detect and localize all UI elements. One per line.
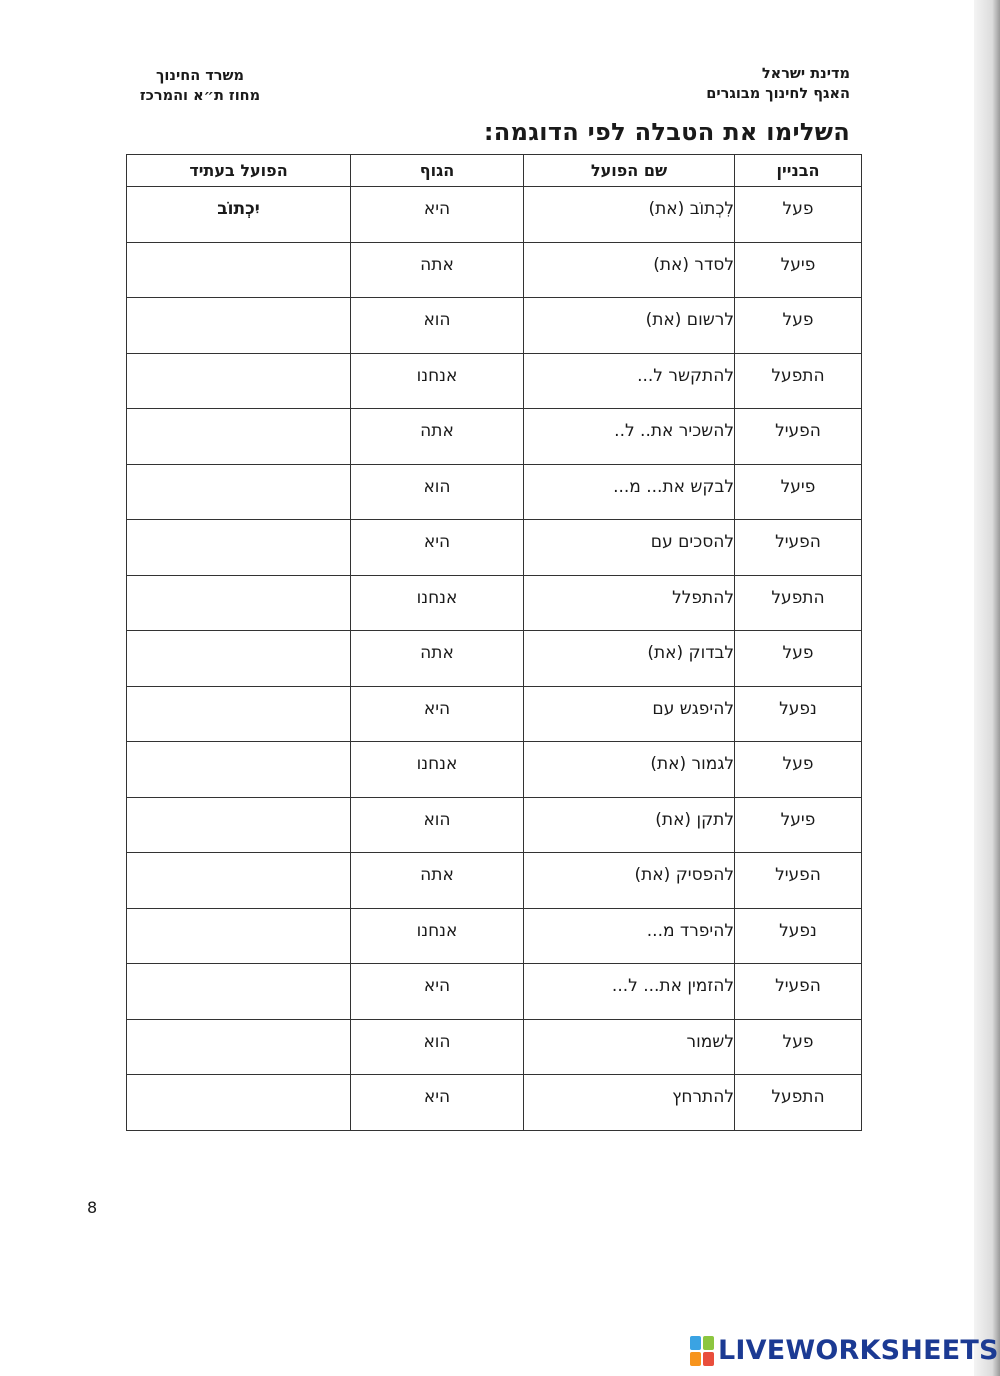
binyan-cell bbox=[735, 520, 862, 576]
infinitive-cell-text: לִכְתוֹב (את) bbox=[648, 199, 734, 219]
person-cell-text: אנחנו bbox=[416, 587, 458, 608]
infinitive-cell bbox=[524, 742, 735, 798]
future-answer-cell[interactable] bbox=[127, 631, 351, 687]
person-cell bbox=[351, 242, 524, 298]
infinitive-cell bbox=[524, 964, 735, 1020]
person-cell-text: אנחנו bbox=[416, 754, 458, 774]
binyan-cell bbox=[735, 353, 862, 409]
person-cell bbox=[351, 964, 524, 1020]
header-right bbox=[706, 64, 850, 104]
binyan-cell-text: הפעיל bbox=[775, 865, 821, 885]
infinitive-cell-text: להיפגש עם bbox=[652, 698, 734, 719]
person-cell bbox=[351, 409, 524, 465]
binyan-cell-text: הפעיל bbox=[775, 421, 821, 441]
binyan-cell-text: פעל bbox=[782, 199, 814, 219]
person-cell bbox=[351, 631, 524, 687]
binyan-cell-text: פיעל bbox=[780, 476, 816, 497]
future-answer-cell-text bbox=[127, 687, 350, 699]
table-row bbox=[127, 409, 862, 465]
binyan-cell bbox=[735, 797, 862, 853]
table-row bbox=[127, 908, 862, 964]
liveworksheets-logo-icon bbox=[690, 1336, 714, 1366]
infinitive-cell-text: להזמין את... ל... bbox=[611, 976, 734, 996]
table-row bbox=[127, 631, 862, 687]
future-answer-cell[interactable] bbox=[127, 742, 351, 798]
infinitive-cell-text: להתרחץ bbox=[672, 1087, 734, 1107]
instructions-title: השלימו את הטבלה לפי הדוגמה: bbox=[483, 118, 850, 146]
future-answer-cell[interactable] bbox=[127, 575, 351, 631]
header-department: האגף לחינוך מבוגרים bbox=[706, 86, 850, 102]
future-answer-cell-text bbox=[127, 742, 350, 754]
table-row bbox=[127, 464, 862, 520]
infinitive-cell-text: להשכיר את.. ל.. bbox=[614, 421, 734, 441]
future-answer-cell[interactable] bbox=[127, 464, 351, 520]
future-answer-cell-text bbox=[127, 1020, 350, 1032]
person-cell-text: אתה bbox=[420, 254, 454, 275]
binyan-cell-text: נפעל bbox=[779, 920, 817, 941]
infinitive-cell-text: להפסיק (את) bbox=[634, 865, 734, 885]
person-cell bbox=[351, 742, 524, 798]
person-cell bbox=[351, 1019, 524, 1075]
infinitive-cell-text: לסדר (את) bbox=[653, 254, 734, 275]
future-answer-cell-text bbox=[127, 409, 350, 421]
future-answer-cell[interactable] bbox=[127, 353, 351, 409]
binyan-cell bbox=[735, 964, 862, 1020]
logo-tile bbox=[690, 1352, 701, 1366]
binyan-cell-text: פעל bbox=[782, 754, 814, 774]
header-left bbox=[130, 66, 270, 106]
person-cell-text: היא bbox=[423, 976, 451, 996]
person-cell-text: היא bbox=[423, 1087, 451, 1107]
table-row bbox=[127, 1075, 862, 1131]
header-ministry: משרד החינוך bbox=[156, 68, 244, 84]
table-row bbox=[127, 853, 862, 909]
binyan-cell bbox=[735, 1075, 862, 1131]
person-cell bbox=[351, 464, 524, 520]
future-answer-cell[interactable] bbox=[127, 1075, 351, 1131]
table-row bbox=[127, 242, 862, 298]
binyan-cell-text: פעל bbox=[782, 643, 814, 663]
person-cell bbox=[351, 520, 524, 576]
infinitive-cell bbox=[524, 464, 735, 520]
binyan-cell-text: פעל bbox=[782, 310, 814, 330]
page-number: 8 bbox=[87, 1198, 98, 1217]
person-cell bbox=[351, 908, 524, 964]
header-state-name: מדינת ישראל bbox=[761, 66, 850, 82]
binyan-cell bbox=[735, 631, 862, 687]
person-cell-text: היא bbox=[423, 199, 451, 219]
future-answer-cell[interactable] bbox=[127, 520, 351, 576]
person-cell-text: הוא bbox=[423, 310, 451, 330]
future-answer-cell[interactable] bbox=[127, 1019, 351, 1075]
future-answer-cell-text: יִכְתוֹב bbox=[217, 199, 260, 219]
binyan-cell-text: הפעיל bbox=[775, 532, 821, 552]
infinitive-cell bbox=[524, 242, 735, 298]
future-answer-cell[interactable] bbox=[127, 187, 351, 243]
person-cell bbox=[351, 853, 524, 909]
person-cell bbox=[351, 298, 524, 354]
future-answer-cell[interactable] bbox=[127, 242, 351, 298]
table-row bbox=[127, 742, 862, 798]
person-cell-text: היא bbox=[423, 532, 451, 552]
table-row bbox=[127, 298, 862, 354]
person-cell bbox=[351, 797, 524, 853]
person-cell-text: אתה bbox=[420, 643, 454, 663]
infinitive-cell-text: לתקן (את) bbox=[655, 809, 734, 830]
person-cell bbox=[351, 1075, 524, 1131]
infinitive-cell bbox=[524, 520, 735, 576]
table-row bbox=[127, 1019, 862, 1075]
future-answer-cell-text bbox=[127, 520, 350, 532]
infinitive-cell-text: להתקשר ל... bbox=[637, 365, 734, 386]
future-answer-cell-text bbox=[127, 465, 350, 477]
binyan-cell bbox=[735, 242, 862, 298]
header-person: הגוף bbox=[351, 155, 524, 187]
future-answer-cell-text bbox=[127, 298, 350, 310]
person-cell-text: הוא bbox=[423, 809, 451, 830]
infinitive-cell bbox=[524, 575, 735, 631]
binyan-cell bbox=[735, 298, 862, 354]
infinitive-cell bbox=[524, 409, 735, 465]
infinitive-cell bbox=[524, 797, 735, 853]
binyan-cell-text: התפעל bbox=[771, 1087, 825, 1107]
liveworksheets-wordmark: LIVEWORKSHEETS bbox=[718, 1335, 999, 1366]
header-verb: שם הפועל bbox=[524, 155, 735, 187]
person-cell-text: הוא bbox=[423, 1031, 451, 1052]
person-cell-text: אתה bbox=[420, 865, 454, 885]
infinitive-cell-text: לגמור (את) bbox=[650, 754, 734, 774]
table-row bbox=[127, 797, 862, 853]
binyan-cell-text: התפעל bbox=[771, 365, 825, 386]
person-cell bbox=[351, 353, 524, 409]
person-cell-text: אנחנו bbox=[416, 365, 458, 386]
future-answer-cell-text bbox=[127, 1075, 350, 1087]
logo-tile bbox=[703, 1336, 714, 1350]
table-row bbox=[127, 353, 862, 409]
binyan-cell bbox=[735, 1019, 862, 1075]
binyan-cell bbox=[735, 853, 862, 909]
person-cell-text: הוא bbox=[423, 476, 451, 497]
person-cell bbox=[351, 686, 524, 742]
table-row bbox=[127, 964, 862, 1020]
infinitive-cell bbox=[524, 631, 735, 687]
future-answer-cell[interactable] bbox=[127, 409, 351, 465]
infinitive-cell bbox=[524, 353, 735, 409]
infinitive-cell bbox=[524, 686, 735, 742]
future-answer-cell-text bbox=[127, 964, 350, 976]
infinitive-cell-text: להסכים עם bbox=[650, 532, 734, 552]
binyan-cell bbox=[735, 742, 862, 798]
infinitive-cell bbox=[524, 187, 735, 243]
infinitive-cell bbox=[524, 908, 735, 964]
person-cell-text: אתה bbox=[420, 421, 454, 441]
binyan-cell-text: התפעל bbox=[771, 587, 825, 608]
future-answer-cell[interactable] bbox=[127, 908, 351, 964]
future-answer-cell-text bbox=[127, 798, 350, 810]
future-answer-cell[interactable] bbox=[127, 853, 351, 909]
header-district: מחוז ת״א והמרכז bbox=[139, 88, 261, 104]
binyan-cell bbox=[735, 908, 862, 964]
table-row bbox=[127, 575, 862, 631]
table-row bbox=[127, 520, 862, 576]
binyan-cell bbox=[735, 464, 862, 520]
future-answer-cell-text bbox=[127, 853, 350, 865]
person-cell bbox=[351, 575, 524, 631]
binyan-cell bbox=[735, 409, 862, 465]
future-answer-cell-text bbox=[127, 354, 350, 366]
binyan-cell-text: פיעל bbox=[780, 254, 816, 275]
logo-tile bbox=[703, 1352, 714, 1366]
infinitive-cell-text: לבדוק (את) bbox=[647, 643, 734, 663]
infinitive-cell-text: להיפרד מ... bbox=[646, 920, 734, 941]
table-header-row bbox=[127, 155, 862, 187]
person-cell-text: אנחנו bbox=[416, 920, 458, 941]
future-answer-cell-text bbox=[127, 909, 350, 921]
header-future-verb: הפועל בעתיד bbox=[127, 155, 351, 187]
future-answer-cell[interactable] bbox=[127, 964, 351, 1020]
infinitive-cell bbox=[524, 853, 735, 909]
future-answer-cell[interactable] bbox=[127, 686, 351, 742]
table-row bbox=[127, 686, 862, 742]
binyan-cell bbox=[735, 686, 862, 742]
binyan-cell-text: הפעיל bbox=[775, 976, 821, 996]
binyan-cell bbox=[735, 187, 862, 243]
binyan-cell-text: פעל bbox=[782, 1031, 814, 1052]
infinitive-cell bbox=[524, 298, 735, 354]
scan-page-edge bbox=[974, 0, 1000, 1376]
future-answer-cell-text bbox=[127, 243, 350, 255]
binyan-cell-text: נפעל bbox=[779, 698, 817, 719]
logo-tile bbox=[690, 1336, 701, 1350]
future-answer-cell-text bbox=[127, 631, 350, 643]
infinitive-cell bbox=[524, 1075, 735, 1131]
person-cell-text: היא bbox=[423, 698, 451, 719]
header-binyan: הבניין bbox=[735, 155, 862, 187]
verb-table bbox=[126, 154, 862, 1131]
infinitive-cell bbox=[524, 1019, 735, 1075]
future-answer-cell[interactable] bbox=[127, 298, 351, 354]
liveworksheets-brand[interactable] bbox=[690, 1335, 999, 1366]
person-cell bbox=[351, 187, 524, 243]
future-answer-cell-text bbox=[127, 576, 350, 588]
infinitive-cell-text: לבקש את... מ... bbox=[613, 476, 734, 497]
infinitive-cell-text: לרשום (את) bbox=[645, 310, 734, 330]
future-answer-cell[interactable] bbox=[127, 797, 351, 853]
table-row bbox=[127, 187, 862, 243]
binyan-cell bbox=[735, 575, 862, 631]
infinitive-cell-text: לשמור bbox=[686, 1031, 734, 1052]
binyan-cell-text: פיעל bbox=[780, 809, 816, 830]
infinitive-cell-text: להתפלל bbox=[672, 587, 734, 608]
